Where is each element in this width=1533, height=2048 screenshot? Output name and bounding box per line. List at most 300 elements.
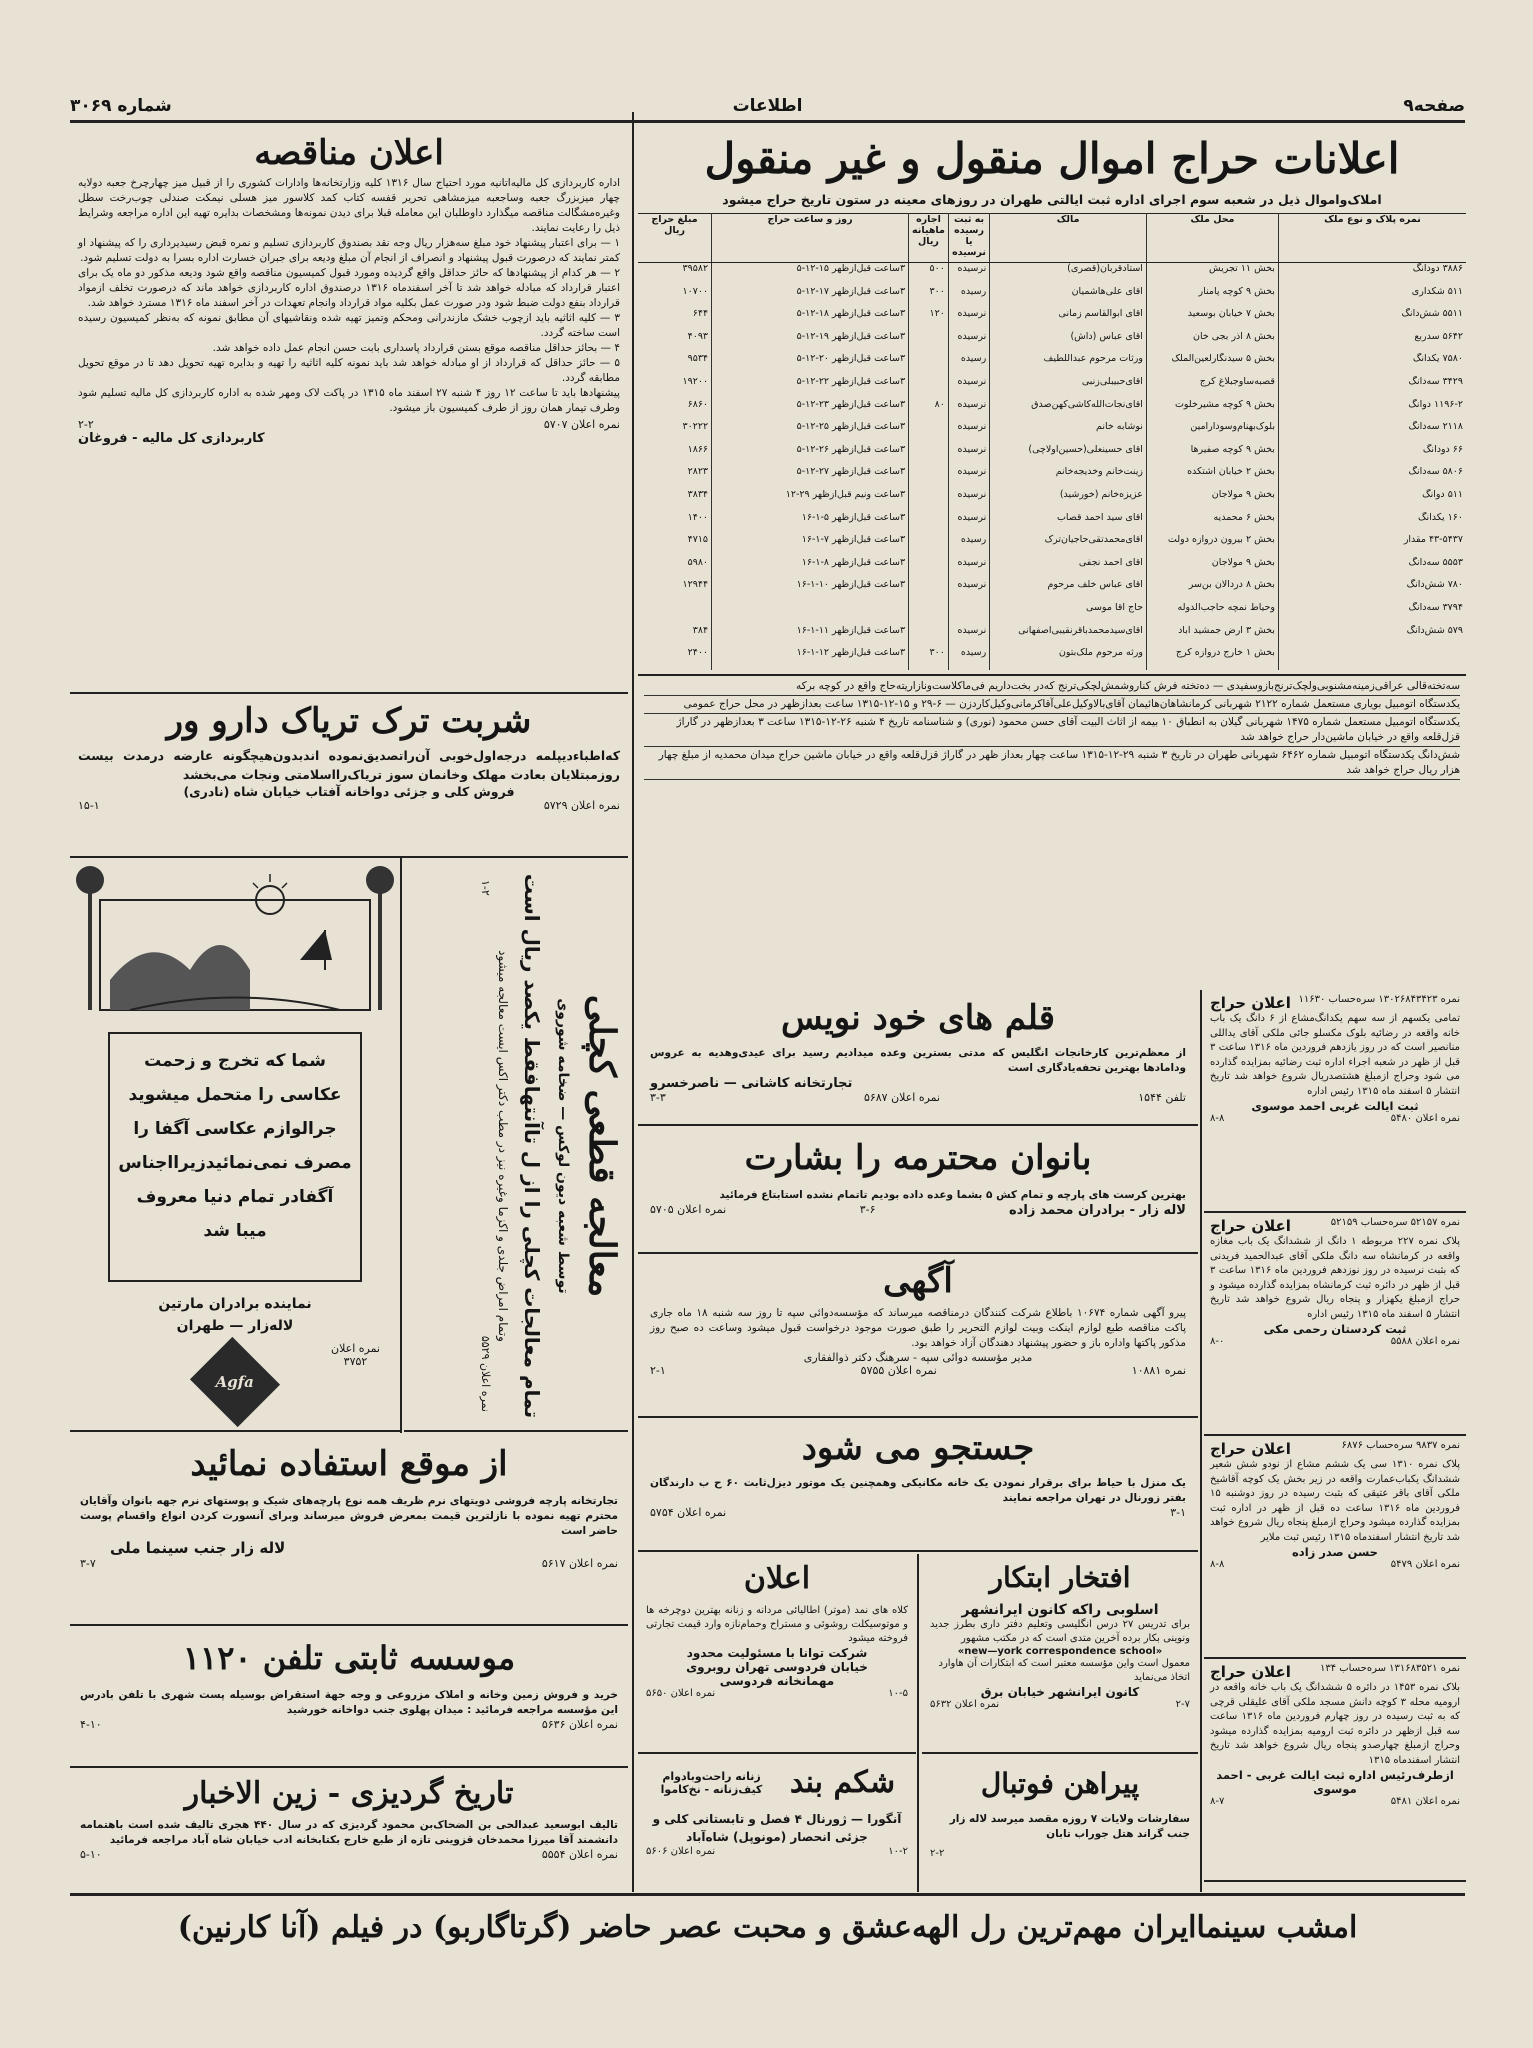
sherbet-footer: [78, 799, 620, 812]
auction-row: [638, 557, 1466, 580]
auction-cell-owner: نوشابه خانم: [990, 421, 1147, 444]
col-registered: به ثبت رسیده یا نرسیده: [948, 214, 989, 263]
notice-ad: [638, 1256, 1198, 1418]
phone-company-footer: [80, 1718, 618, 1731]
wanted-footer: [650, 1506, 1186, 1519]
auction-row: [638, 353, 1466, 376]
seaside-illustration: [70, 860, 400, 1020]
auction-row: [638, 444, 1466, 467]
agfa-line: مصرف نمی‌نمائیدزیرااجناس: [118, 1153, 352, 1173]
auction-notes-rule: [638, 674, 1466, 676]
right-notice-ref: نمره ۱۳۰۲۶۸۴۳۴۲۳ سره‌حساب ۱۱۶۳۰: [1298, 994, 1460, 1005]
auction-cell-owner: آقای‌نجات‌الله‌کاشی‌کهن‌صدق: [990, 399, 1147, 422]
tender-title: اعلان مناقصه: [254, 133, 444, 173]
sherbet-title: شربت ترک تریاک دارو ور: [166, 701, 532, 741]
announce-body: کلاه های نمد (موتر) اطالیائی مردانه و زنانه بهترین دوچرخه ها و موتوسیکلت روشوئی و مستراح وحمام‌نازه وارد قیمت تجارتی فروخته میشود: [646, 1605, 908, 1644]
auction-cell-owner: آقای‌حبیبلی‌زنبی: [990, 376, 1147, 399]
right-notice-ad-no: نمره اعلان ۵۴۷۹: [1390, 1559, 1460, 1570]
right-notice-body: پلاک نمره ۲۲۷ مربوطه ۱ دانگ از ششدانگ یک باب مغازه واقعه در کرمانشاه سه دانگ ملکی آقای عبدالحمید فریدنی که بثبت نرسیده در روز نوزدهم فروردین ماه ۱۳۱۶ ساعت ۳ قبل از ظهر در دائره ثبت کرمانشاه بمزایده گذارده میشود و حراج ازمبلغ یکهزار و پنجاه ریال شروع خواهد شد تاریخ انتشار ۵ اسفند ماه ۱۳۱۵ رئیس اداره: [1210, 1236, 1460, 1320]
auction-cell-registered: نرسیده: [948, 579, 989, 602]
football-title: پیراهن فوتبال: [980, 1767, 1140, 1800]
ladies-ad: [638, 1128, 1198, 1254]
auction-cell-owner: ورثات مرحوم عبداللطیف: [990, 353, 1147, 376]
auction-cell-rent: ۳۰۰: [909, 647, 949, 670]
history-book-code: ۵-۱۰: [80, 1848, 102, 1861]
page-number: صفحه۹: [1403, 96, 1465, 116]
announce-code: ۱۰-۵: [888, 1688, 908, 1699]
auction-cell-plaque: ۷۵۸۰ یکدانگ: [1278, 353, 1466, 376]
location-code: ۳-۷: [80, 1557, 96, 1570]
auction-cell-rent: ۸۰: [909, 399, 949, 422]
right-notice-sign: ازطرف‌رئیس اداره ثبت ایالت غربی - احمد موسوی: [1216, 1768, 1454, 1796]
football-body: سفارشات ولایات ۷ روزه مقصد میرسد لاله زار جنب گراند هتل جوراب تابان: [949, 1813, 1190, 1840]
right-notice-header: [1210, 994, 1460, 1012]
auction-cell-plaque: ۱۱۹۶-۲ دوانگ: [1278, 399, 1466, 422]
football-ad: [922, 1756, 1198, 1892]
sherbet-code: ۱۵-۱: [78, 799, 100, 812]
auction-cell-owner: آقای عباس خلف مرحوم: [990, 579, 1147, 602]
notice-sign: مدیر مؤسسه دوائی سپه - سرهنگ دکتر ذوالفقاری: [803, 1351, 1033, 1364]
right-auction-notice: [1204, 1213, 1466, 1436]
auction-cell-time: ۳ساعت قبل‌ازظهر ۲۳-۱۲-۵: [712, 399, 909, 422]
pens-phone: تلفن ۱۵۴۴: [1138, 1091, 1186, 1104]
auction-cell-rent: [909, 466, 949, 489]
announce-sign2: خیابان فردوسی تهران روبروی: [686, 1660, 868, 1674]
auction-title: اعلانات حراج اموال منقول و غیر منقول: [704, 134, 1400, 183]
auction-cell-owner: آقای علی‌هاشمیان: [990, 286, 1147, 309]
tender-ad: [70, 124, 628, 694]
pride-title: افتخار ابتکار: [989, 1561, 1131, 1594]
auction-cell-rent: [909, 625, 949, 648]
auction-cell-location: بخش ۹ کوچه پامنار: [1146, 286, 1278, 309]
auction-note: یکدستگاه اتومبیل مستعمل شماره ۱۴۷۵ شهربانی گیلان به انطباق ۱۰ بیمه از اثاث البیت آقای حسن محمود (نوری) و شناسنامه تاریخ ۴ شنبه ۲۶-۱۲-۱۳۱۵ ساعت ۳ بعدازظهر در گاراژ قزل‌قلعه واقع در خیابان ماشین‌دار حراج خواهد شد: [644, 714, 1460, 747]
auction-cell-amount: ۳۸۳۴: [687, 488, 709, 500]
auction-cell-registered: نرسیده: [948, 263, 989, 286]
belly-band-code: ۱۰-۲: [888, 1846, 908, 1857]
wanted-code: ۳-۱: [1170, 1506, 1186, 1519]
auction-cell-owner: عزیزه‌خانم (خورشید): [990, 489, 1147, 512]
wanted-body: یک منزل با حیاط برای برقرار نمودن یک خانه مکانیکی وهمچنین یک موتور دیزل‌ثابت ۶۰ ح ب دارندگان بفتر زورنال در تهران مراجعه نمایند: [650, 1477, 1186, 1504]
right-notice-sign: ثبت ایالت غربی احمد موسوی: [1251, 1099, 1419, 1113]
auction-cell-registered: نرسیده: [948, 444, 989, 467]
medical-footer: [479, 860, 492, 1432]
col-amount: مبلغ حراج ریال: [638, 214, 712, 263]
auction-cell-rent: ۳۰۰: [909, 286, 949, 309]
auction-cell-amount: ۱۲۹۴۴: [682, 579, 709, 591]
wanted-ad-no: نمره اعلان ۵۷۵۴: [650, 1506, 727, 1519]
auction-cell-amount: ۱۰۷۰۰: [682, 285, 709, 297]
auction-cell-registered: نرسیده: [948, 308, 989, 331]
wanted-title: جستجو می شود: [801, 1428, 1035, 1468]
auction-cell-location: بخش ۲ خیابان آشتکده: [1146, 466, 1278, 489]
agfa-address: لاله‌زار — طهران: [176, 1318, 294, 1334]
pride-body: برای تدریس ۲۷ درس انگلیسی وتعلیم دفتر داری بطرز جدید ونوینی بکار برده آخرین متدی است که در مکتب مشهور: [930, 1619, 1190, 1644]
auction-cell-plaque: ۷۸۰ شش‌دانگ: [1278, 579, 1466, 602]
col-time: روز و ساعت حراج: [712, 214, 909, 263]
ladies-sign: لاله زار - برادران محمد زاده: [1009, 1203, 1186, 1218]
belly-band-ad-no: نمره اعلان ۵۶۰۶: [646, 1846, 716, 1857]
auction-cell-owner: حاج آقا موسی: [990, 602, 1147, 625]
paper-name: اطلاعات: [732, 96, 803, 116]
col-owner: مالک: [990, 214, 1147, 263]
announce-sign1: شرکت توانا با مسئولیت محدود: [686, 1646, 868, 1660]
right-notice-title: اعلان حراج: [1210, 1440, 1291, 1458]
auction-cell-rent: [909, 579, 949, 602]
auction-cell-amount: ۴۷۱۵: [687, 534, 709, 546]
agfa-logo-text: Agfa: [215, 1373, 255, 1392]
pens-ad: [638, 990, 1198, 1126]
auction-cell-plaque: ۳۸۸۶ دودانگ: [1278, 263, 1466, 286]
medical-ad-no: نمره اعلان ۵۵۲۹: [479, 1335, 492, 1412]
sherbet-ad: [70, 696, 628, 858]
sherbet-ad-no: نمره اعلان ۵۷۲۹: [543, 799, 620, 812]
football-code: ۲-۲: [930, 1848, 945, 1859]
notice-ref: نمره ۱۰۸۸۱: [1131, 1364, 1186, 1377]
medical-subtitle: توسط شعبه دیون لوکس — ضخامه شوروی: [555, 998, 571, 1294]
ladies-footer: [650, 1203, 1186, 1218]
auction-cell-plaque: ۶۶ دودانگ: [1278, 444, 1466, 467]
auction-cell-owner: آقای‌محمدتقی‌حاجیان‌ترک: [990, 534, 1147, 557]
right-notice-ref: نمره ۹۸۳۷ سره‌حساب ۶۸۷۶: [1341, 1440, 1460, 1451]
auction-cell-amount: ۱۸۶۶: [687, 443, 709, 455]
header-rule: [70, 120, 1465, 123]
notice-title: آگهی: [883, 1261, 953, 1301]
auction-cell-location: قصبه‌ساوجبلاغ کرج: [1146, 376, 1278, 399]
auction-cell-time: ۳ساعت قبل‌ازظهر ۲۷-۱۲-۵: [712, 466, 909, 489]
tender-item: ۵ — حائز حداقل که قرارداد از او مبادله خواهد شد باید نمونه کلیه اثاثیه را تهیه و بدایره تهیه تحویل دهد تا در موقع تحویل مطابقه گردد.: [78, 357, 620, 384]
auction-cell-amount: ۲۸۲۳: [687, 466, 709, 478]
auction-cell-owner: آقای حسینعلی(حسین‌اولاچی): [990, 444, 1147, 467]
agfa-line: عکاسی را متحمل میشوید: [128, 1085, 342, 1105]
belly-band-tag: زنانه راحت‌وبادوام: [662, 1770, 761, 1783]
auction-cell-plaque: ۵۵۵۳ سه‌دانگ: [1278, 557, 1466, 580]
auction-row: [638, 376, 1466, 399]
auction-cell-rent: [909, 489, 949, 512]
notice-code: ۲-۱: [650, 1364, 666, 1377]
auction-cell-location: بخش ۹ کوچه صفیرها: [1146, 444, 1278, 467]
auction-cell-location: بخش ۶ محمدیه: [1146, 512, 1278, 535]
auction-cell-rent: ۵۰۰: [909, 263, 949, 286]
right-notice-code: ۸-۷: [1210, 1796, 1225, 1807]
auction-cell-location: بخش ۷ خیابان بوسعید: [1146, 308, 1278, 331]
auction-cell-time: ۳ساعت ونیم قبل‌ازظهر ۲۹-۱۲: [712, 489, 909, 512]
auction-cell-rent: [909, 534, 949, 557]
pens-title: قلم های خود نویس: [780, 998, 1056, 1038]
pens-body: از معظم‌ترین کارخانجات انگلیس که مدتی بسترین وعده میدادیم رسید برای عیدی‌وهدیه به عروس ودامادها بهترین تحفه‌یادگاری است: [650, 1047, 1186, 1074]
announce-footer: [646, 1688, 908, 1699]
right-notice-title: اعلان حراج: [1210, 1663, 1291, 1681]
location-body: تجارتخانه پارچه فروشی دویتهای نرم ظریف همه نوع پارچه‌های شیک و پوستهای نرم جهه بانوان وآقایان محترم تهیه نموده با نازلترین قیمت بمعرض فروش میرساند وبرای آنسورت کردن انواع واقسام پوست حاضر است: [80, 1495, 618, 1537]
auction-cell-owner: زینت‌خانم وخدیجه‌خانم: [990, 466, 1147, 489]
history-book-ad-no: نمره اعلان ۵۵۵۴: [541, 1848, 618, 1861]
auction-cell-plaque: ۳۴۲۹ سه‌دانگ: [1278, 376, 1466, 399]
auction-cell-plaque: ۵۱۱ دوانگ: [1278, 489, 1466, 512]
right-notice-footer: [1210, 1796, 1460, 1807]
wanted-ad: [638, 1420, 1198, 1552]
auction-cell-time: ۳ساعت قبل‌ازظهر ۲۰-۱۲-۵: [712, 353, 909, 376]
right-notice-sign: ثبت کردستان رحمی مکی: [1263, 1322, 1407, 1336]
agfa-line: آگفادر تمام دنیا معروف: [136, 1187, 334, 1207]
auction-row: [638, 286, 1466, 309]
belly-band-header: [646, 1756, 908, 1810]
auction-cell-plaque: [1278, 647, 1466, 670]
auction-cell-registered: نرسیده: [948, 331, 989, 354]
ladies-ad-no: نمره اعلان ۵۷۰۵: [650, 1203, 727, 1216]
medical-rotated: [404, 860, 628, 1432]
auction-note: سه‌تخته‌قالی عراقی‌زمینه‌مشنوبی‌ولچک‌ترنج‌بازوسفیدی — ده‌تخته فرش کناروشمش‌لچکی‌ترنج که‌در بخت‌داریم فی‌ماکلاست‌ونازاریته‌حاج واقع در کوچه برکه: [644, 678, 1460, 696]
right-column-divider: [1200, 990, 1202, 1892]
agfa-ad-no-value: ۳۷۵۲: [343, 1355, 368, 1368]
auction-row: [638, 308, 1466, 331]
right-auction-notice: [1204, 990, 1466, 1213]
tender-footer: [78, 418, 620, 431]
auction-cell-registered: رسیده: [948, 647, 989, 670]
auction-row: [638, 647, 1466, 670]
footer-banner: [70, 1898, 1465, 1958]
auction-cell-time: ۳ساعت قبل‌ازظهر ۷-۱-۱۶: [712, 534, 909, 557]
right-notice-header: [1210, 1663, 1460, 1681]
agfa-ad-no: [331, 1342, 380, 1368]
page-header: [70, 96, 1465, 120]
auction-row: [638, 534, 1466, 557]
right-notice-footer: [1210, 1336, 1460, 1347]
tender-item: ۱ — برای اعتبار پیشنهاد خود مبلغ سه‌هزار ریال وجه نقد بصندوق کاربردازی تسلیم و نمره قبض رسیدیرداری را که پیشنهاد او کمتر نمایند که درصورت قبول پیشنهاد و انصراف از انجام آن مبلغ ودیعه برای جبران خسارت اداره بسرا به دولت تسلیم شود.: [78, 237, 620, 264]
auction-cell-time: ۳ساعت قبل‌ازظهر ۵-۱-۱۶: [712, 512, 909, 535]
belly-band-ad: [638, 1756, 916, 1892]
auction-section: [638, 124, 1466, 988]
auction-cell-rent: [909, 376, 949, 399]
sherbet-body: که‌اطباءدیپلمه درجه‌اول‌خوبی آن‌را‌تصدیق‌نموده اندبدون‌هیچگونه عارضه درمدت بیست روزمبتلایان بعادت مهلک وخانمان سوز تریاک‌رااسلامتی ونجات می‌بخشد: [78, 748, 620, 782]
col-plaque: نمره پلاک و نوع ملک: [1278, 214, 1466, 263]
pride-subtitle: اسلوبی راکه کانون ایرانشهر: [961, 1602, 1159, 1618]
auction-row: [638, 602, 1466, 625]
right-notice-ad-no: نمره اعلان ۵۵۸۸: [1390, 1336, 1460, 1347]
right-column-auctions: [1204, 990, 1466, 1892]
left-inner-divider: [400, 858, 402, 1433]
right-notice-header: [1210, 1217, 1460, 1235]
auction-cell-location: بخش ۱ خارج دروازه کرج: [1146, 647, 1278, 670]
medical-extra: وتمام امراض جلدی و اکزما وغیره نیز در مطب دکتر اکس ایست معالجه میشود: [496, 950, 510, 1342]
auction-cell-registered: نرسیده: [948, 557, 989, 580]
auction-intro: املاک‌واموال ذیل در شعبه سوم اجرای اداره ثبت ایالتی طهران در روزهای معینه در ستون تاریخ حراج میشود: [722, 192, 1382, 207]
location-sign: لاله زار جنب سینما ملی: [110, 1539, 286, 1557]
auction-cell-rent: ۱۲۰: [909, 308, 949, 331]
auction-cell-registered: نرسیده: [948, 399, 989, 422]
pride-code: ۲-۷: [1175, 1699, 1190, 1710]
auction-table: [638, 213, 1466, 670]
tender-item: ۴ — بحائز حداقل مناقصه موقع بستن قرارداد پاسداری بابت حسن انجام عمل داده خواهد شد.: [212, 342, 620, 354]
tender-item: ۳ — کلیه اثاثیه باید ازچوب خشک مازندرانی ومحکم وتمیز تهیه شده ونقاشیهای آن مطابق نمونه که به‌نظر کمیسیون رسیده است ساخته گردد.: [78, 312, 620, 339]
auction-cell-time: ۳ساعت قبل‌ازظهر ۱۹-۱۲-۵: [712, 331, 909, 354]
pens-sign: تجارتخانه کاشانی — ناصرخسرو: [650, 1076, 853, 1091]
notice-ad-no: نمره اعلان ۵۷۵۵: [860, 1364, 937, 1377]
auction-cell-amount: [638, 602, 712, 625]
auction-row: [638, 489, 1466, 512]
auction-cell-rent: [909, 602, 949, 625]
auction-row: [638, 625, 1466, 648]
col-location: محل ملک: [1146, 214, 1278, 263]
agfa-line: میبا شد: [203, 1221, 267, 1241]
auction-cell-owner: استادقربان(قصری): [990, 263, 1147, 286]
auction-cell-location: بخش ۹ مولاجان: [1146, 489, 1278, 512]
tender-items: [78, 236, 620, 416]
auction-cell-location: بخش ۹ کوچه مشیرخلوت: [1146, 399, 1278, 422]
pens-code: ۳-۳: [650, 1091, 666, 1104]
belly-band-title: شکم بند: [789, 1765, 896, 1800]
sherbet-sale: فروش کلی و جزئی دواخانه آفتاب خیابان شاه (نادری): [183, 784, 515, 799]
ladies-code: ۳-۶: [859, 1203, 876, 1216]
auction-cell-amount: ۶۴۴: [692, 308, 709, 320]
auction-cell-amount: ۱۴۰۰: [687, 511, 709, 523]
auction-cell-owner: ورثه مرحوم ملک‌بتون: [990, 647, 1147, 670]
auction-cell-registered: نرسیده: [948, 489, 989, 512]
auction-cell-time: ۳ساعت قبل‌ازظهر ۱۱-۱-۱۶: [712, 625, 909, 648]
right-notice-ad-no: نمره اعلان ۵۴۸۱: [1390, 1796, 1460, 1807]
auction-cell-rent: [909, 421, 949, 444]
auction-cell-owner: آقای‌سیدمحمدباقر‌نقیبی‌اصفهانی: [990, 625, 1147, 648]
phone-company-code: ۴-۱۰: [80, 1718, 102, 1731]
auction-cell-time: [712, 602, 909, 625]
location-ad-no: نمره اعلان ۵۶۱۷: [541, 1557, 618, 1570]
right-notice-code: ۸-۰: [1210, 1336, 1225, 1347]
phone-company-body: خرید و فروش زمین وخانه و املاک مزروعی و وجه جهة استقراض بوسیله پست شهری با تلفن بادرس این مؤسسه مراجعه فرمائید : میدان پهلوی جنب دواخانه خورشید: [80, 1689, 618, 1716]
right-notice-title: اعلان حراج: [1210, 994, 1291, 1012]
auction-cell-time: ۳ساعت قبل‌ازظهر ۸-۱-۱۶: [712, 557, 909, 580]
right-notice-title: اعلان حراج: [1210, 1217, 1291, 1235]
auction-cell-plaque: ۵۶۴۲ سدربع: [1278, 331, 1466, 354]
auction-cell-registered: رسیده: [948, 534, 989, 557]
auction-cell-amount: ۹۵۳۴: [687, 353, 709, 365]
auction-cell-amount: ۳۹۵۸۲: [682, 263, 709, 274]
notice-footer: [650, 1364, 1186, 1377]
footer-banner-text: امشب سینماایران مهم‌ترین رل الهه‌عشق و محبت عصر حاضر (گرتاگاربو) در فیلم (آنا کارنین): [177, 1910, 1358, 1945]
auction-cell-owner: آقای احمد نجفی: [990, 557, 1147, 580]
auction-cell-registered: رسیده: [948, 353, 989, 376]
tender-body: اداره کاربردازی کل مالیه‌اتانیه مورد احتیاج سال ۱۳۱۶ کلیه وزارتخانه‌ها وادارات کشوری را از قبیل میز چهار‌چرخ جعبه دولایه چهار میز‌بزرگ جعبه وساجعبه میزمشاهی تحریر قفسه کتاب کمد کلاسور میز هسلی نیمکت صندلی چوب‌رخت سطل وغیره‌مشگالت مناقصه میگذارد داوطلبان این معامله قبلا برای دیدن نمونه‌ها ومشخصات بدایره تهیه این اداره مراجعه وشرایط ذیل را رعایت نمایند.: [78, 177, 620, 234]
phone-company-ad-no: نمره اعلان ۵۶۳۶: [541, 1718, 618, 1731]
right-notice-footer: [1210, 1559, 1460, 1570]
history-book-body: تالیف ابوسعید عبدالحی بن الضحاک‌بن محمود گردیزی که در سال ۴۴۰ هجری تالیف شده است باهتمامه دانشمند آقا میرزا محمدخان قزوینی تازه از طبع خارج بکتابخانه ادب خیابان شاه آباد مراجعه فرمائید: [80, 1819, 618, 1846]
auction-cell-location: بخش ۹ مولاجان: [1146, 557, 1278, 580]
pride-english: «new—york correspondence school»: [957, 1646, 1163, 1657]
auction-row: [638, 512, 1466, 535]
agfa-logo: [190, 1337, 280, 1427]
auction-cell-location: بخش ۵ سیدنگارلعین‌الملک: [1146, 353, 1278, 376]
auction-cell-time: ۳ساعت قبل‌ازظهر ۲۲-۱۲-۵: [712, 376, 909, 399]
auction-row: [638, 579, 1466, 602]
main-column-divider: [632, 112, 634, 1892]
ladies-body: بهترین کرست های پارچه و تمام کش ۵ بشما وعده داده بودیم تاتمام نشده استابتاع فرمائید: [719, 1189, 1186, 1201]
history-book-footer: [80, 1848, 618, 1861]
auction-cell-rent: [909, 557, 949, 580]
auction-cell-registered: نرسیده: [948, 466, 989, 489]
announce-sign3: مهمانخانه فردوسی: [719, 1674, 835, 1688]
auction-cell-registered: رسیده: [948, 286, 989, 309]
auction-note: شش‌دانگ یکدستگاه اتومبیل شماره ۶۴۶۲ شهربانی طهران در تاریخ ۳ شنبه ۲۹-۱۲-۱۳۱۵ ساعت چهار بعداز ظهر در گاراژ قزل‌قلعه واقع در خیابان ماشین حراج میدان محمدیه از مبلغ چهار هزار ریال حراج خواهد شد: [644, 747, 1460, 780]
auction-cell-location: بخش ۱۱ تجریش: [1146, 263, 1278, 286]
auction-cell-location: بخش ۲ بیرون دروازه دولت: [1146, 534, 1278, 557]
auction-cell-plaque: ۵۵۱۱ شش‌دانگ: [1278, 308, 1466, 331]
auction-row: [638, 331, 1466, 354]
right-auction-notice: [1204, 1659, 1466, 1882]
auction-cell-amount: ۳۸۴: [692, 624, 709, 636]
location-footer: [80, 1557, 618, 1570]
auction-cell-plaque: ۵۱۱ شکداری: [1278, 286, 1466, 309]
auction-cell-amount: ۳۰۲۲۲: [682, 421, 709, 433]
auction-cell-owner: آقای عباس (داش): [990, 331, 1147, 354]
auction-cell-plaque: ۴۳-۵۴۳۷ مقدار: [1278, 534, 1466, 557]
auction-row: [638, 466, 1466, 489]
agfa-ad: [70, 860, 400, 1432]
auction-row: [638, 399, 1466, 422]
ladies-title: بانوان محترمه را بشارت: [744, 1138, 1092, 1178]
agfa-text-box: [108, 1032, 362, 1282]
right-notice-sign: حسن صدر زاده: [1292, 1545, 1378, 1559]
issue-number: شماره ۳۰۶۹: [70, 96, 172, 116]
auction-cell-plaque: ۲۱۱۸ سه‌دانگ: [1278, 421, 1466, 444]
belly-band-tag2: کیف‌زنانه - نخ‌کاموا: [660, 1783, 763, 1796]
auction-cell-rent: [909, 512, 949, 535]
agfa-line: شما که تخرج و زحمت: [144, 1051, 326, 1071]
right-notice-ad-no: نمره اعلان ۵۴۸۰: [1390, 1113, 1460, 1124]
announce-ad-no: نمره اعلان ۵۶۵۰: [646, 1688, 716, 1699]
right-notice-ref: نمره ۵۲۱۵۷ سره‌حساب ۵۲۱۵۹: [1330, 1217, 1460, 1228]
right-notice-ref: نمره ۱۳۱۶۸۳۵۲۱ سره‌حساب ۱۳۴: [1319, 1663, 1460, 1674]
right-notice-body: بلاک نمره ۱۴۵۳ در دائره ۵ ششدانگ یک باب خانه واقعه در ارومیه محله ۳ کوچه دانش مسجد ملکی آقای علیقلی قرچی که به ثبت رسیده در روز چهارم فروردین ماه ۱۳۱۶ ساعت سه قبل ازظهر در دائره ثبت ارومیه بمزایده گذارده میشود وحراج ازمبلغ چهارصدو پنجاه ریال شروع خواهد شد تاریخ انتشار اسفندماه ۱۳۱۵: [1210, 1682, 1461, 1766]
auction-cell-location: بخش ۸ دردالان بن‌سر: [1146, 579, 1278, 602]
history-book-ad: [70, 1770, 628, 1892]
agfa-ad-no-label: نمره اعلان: [330, 1342, 380, 1355]
auction-cell-rent: [909, 331, 949, 354]
right-notice-footer: [1210, 1113, 1460, 1124]
auction-cell-time: ۳ساعت قبل‌ازظهر ۱۵-۱۲-۵: [712, 263, 909, 286]
auction-cell-plaque: ۳۷۹۴ سه‌دانگ: [1278, 602, 1466, 625]
location-ad: [70, 1434, 628, 1626]
right-notice-body: پلاک نمره ۱۳۱۰ سی یک ششم مشاع از نودو شش شعیر ششدانگ یکباب‌عمارت واقعه در زیر بخش یک کوچه آقاشیخ ملکی آقای باقر عتیقی که بثبت رسیده در روز دوشنبه ۱۵ فروردین ماه ۱۳۱۶ ساعت ده قبل از ظهر در اداره ثبت بمزایده گذارده میشود وحراج ازمبلغ پنجاه ریال شروع خواهد شد تاریخ انتشار اسفندماه ۱۳۱۵ رئیس ثبت ملایر: [1210, 1459, 1460, 1543]
belly-band-tags: [646, 1770, 777, 1796]
auction-cell-location: بخش ۸ آذر بجی خان: [1146, 331, 1278, 354]
auction-cell-registered: نرسیده: [948, 376, 989, 399]
right-auction-notice: [1204, 1436, 1466, 1659]
auction-cell-registered: [948, 602, 989, 625]
belly-band-footer: [646, 1846, 908, 1857]
col-rent: اجاره ماهیانه ریال: [909, 214, 949, 263]
auction-cell-plaque: ۵۷۹ شش‌دانگ: [1278, 625, 1466, 648]
right-notice-code: ۸-۸: [1210, 1559, 1225, 1570]
pens-ad-no: نمره اعلان ۵۶۸۷: [863, 1091, 941, 1104]
auction-rows: [638, 263, 1466, 670]
phone-company-ad: [70, 1628, 628, 1768]
auction-cell-amount: ۴۰۹۳: [687, 330, 709, 342]
auction-cell-time: ۳ساعت قبل‌ازظهر ۱۷-۱۲-۵: [712, 286, 909, 309]
auction-cell-time: ۳ساعت قبل‌ازظهر ۱۲-۱-۱۶: [712, 647, 909, 670]
tender-code: ۲-۲: [78, 418, 94, 431]
center-inner-divider: [917, 1554, 919, 1892]
agfa-line: جرالوازم عکاسی آگفا را: [133, 1119, 337, 1139]
auction-cell-registered: نرسیده: [948, 625, 989, 648]
auction-row: [638, 421, 1466, 444]
announce-title: اعلان: [743, 1561, 811, 1596]
right-notice-header: [1210, 1440, 1460, 1458]
auction-cell-time: ۳ساعت قبل‌ازظهر ۱۰-۱-۱۶: [712, 579, 909, 602]
auction-note: یکدستگاه اتومبیل بویاری مستعمل شماره ۲۱۲۲ شهربانی کرمانشاهان‌هائیمان آقای‌بالاوکیل‌علی‌آقا‌کرمانی‌وکیل‌کاردزن — ۶-۲۹ و ۱۵-۱۲-۱۳۱۵ ساعت بعدازظهر در محل حراج عمومی: [644, 696, 1460, 714]
auction-cell-plaque: ۵۸۰۶ سه‌دانگ: [1278, 466, 1466, 489]
auction-cell-registered: نرسیده: [948, 421, 989, 444]
history-book-title: تاریخ گردیزی - زین الاخبار: [184, 1776, 514, 1811]
right-notice-body: تمامی یکسهم از سه سهم یکدانگ‌مشاع از ۶ دانگ یک باب خانه واقعه در رضائیه بلوک مکسلو جائی ملکی آقای یداللی منانصیر است که در روز یازدهم فروردین ماه ۱۳۱۶ ساعت ۳ قبل از ظهر در شعبه اجراء اداره ثبت رضائیه بمزایده گذارده می شود وحراج ازمبلغ هشتصدریال شروع خواهد شد تاریخ انتشار ۵ اسفند ماه ۱۳۱۵ رئیس اداره: [1210, 1013, 1460, 1097]
auction-cell-time: ۳ساعت قبل‌ازظهر ۲۶-۱۲-۵: [712, 444, 909, 467]
right-notice-code: ۸-۸: [1210, 1113, 1225, 1124]
